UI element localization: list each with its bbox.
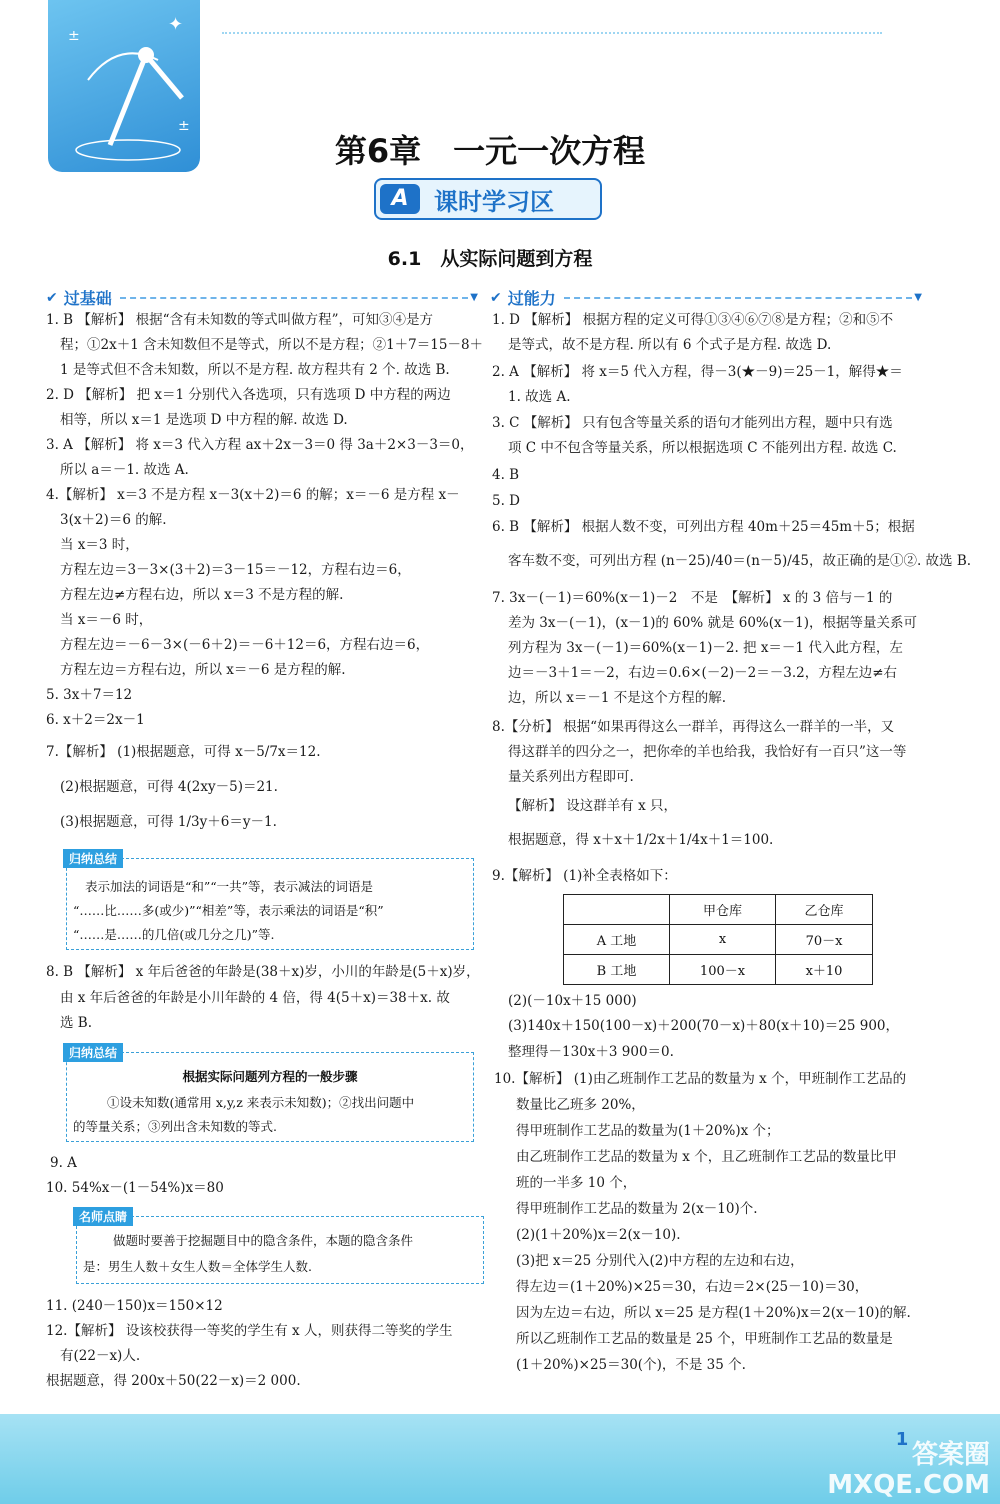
- text-line: 4.【解析】 x＝3 不是方程 x－3(x＋2)＝6 的解；x＝－6 是方程 x－: [46, 487, 460, 503]
- summary-line: ①设未知数(通常用 x,y,z 来表示未知数)；②找出问题中: [107, 1095, 415, 1110]
- summary-line: 的等量关系；③列出含未知数的等式.: [73, 1119, 277, 1134]
- text-line: 方程左边＝－6－3×(－6＋2)＝－6＋12＝6，方程右边＝6，: [60, 637, 430, 653]
- text-line: 12.【解析】 设该校获得一等奖的学生有 x 人，则获得二等奖的学生: [46, 1323, 453, 1339]
- svg-text:✦: ✦: [168, 14, 184, 35]
- text-line: 当 x＝3 时，: [60, 537, 139, 553]
- text-line: 因为左边＝右边，所以 x＝25 是方程(1＋20%)x＝2(x－10)的解.: [516, 1305, 911, 1321]
- right-section-title: 过能力: [507, 289, 556, 308]
- text-line: 边＝－3＋1＝－2，右边＝0.6×(－2)－2＝－3.2，方程左边≠右: [508, 665, 898, 681]
- table-cell: 70－x: [776, 925, 873, 955]
- summary-title: 根据实际问题列方程的一般步骤: [182, 1069, 358, 1084]
- text-line: (2)根据题意，可得 4(2xy－5)＝21.: [60, 779, 278, 795]
- table-header-row: [564, 895, 873, 925]
- table-cell: A 工地: [564, 925, 670, 955]
- text-line: 程；①2x＋1 含未知数但不是等式，所以不是方程；②1＋7＝15－8＋: [60, 337, 484, 353]
- text-line: 10. 54%x－(1－54%)x＝80: [46, 1180, 224, 1196]
- text-line: 项 C 中不包含等量关系，所以根据选项 C 不能列出方程. 故选 C.: [508, 440, 897, 456]
- text-line: (3)140x＋150(100－x)＋200(70－x)＋80(x＋10)＝25 900，: [508, 1018, 900, 1034]
- chapter-illustration: [48, 0, 200, 172]
- table-row: [564, 955, 873, 985]
- teacher-tip-box: [76, 1210, 484, 1284]
- text-line: 当 x＝－6 时，: [60, 612, 153, 628]
- text-line: 差为 3x－(－1)，(x－1)的 60% 就是 60%(x－1)，根据等量关系可: [508, 615, 917, 631]
- section-badge: [374, 178, 602, 220]
- text-line: (3)把 x＝25 分别代入(2)中方程的左边和右边，: [516, 1253, 804, 1269]
- text-line: 列方程为 3x－(－1)＝60%(x－1)－2. 把 x＝－1 代入此方程，左: [508, 640, 903, 656]
- text-line: 【解析】 设这群羊有 x 只，: [508, 798, 677, 814]
- section-title: 6.1 从实际问题到方程: [387, 248, 593, 270]
- text-line: 2. A 【解析】 将 x＝5 代入方程，得－3(★－9)＝25－1，解得★＝: [492, 364, 903, 380]
- text-line: (2)(1＋20%)x＝2(x－10).: [516, 1227, 681, 1243]
- text-line: 方程左边＝3－3×(3＋2)＝3－15＝－12，方程右边＝6，: [60, 562, 411, 578]
- text-line: 6. B 【解析】 根据人数不变，可列出方程 40m＋25＝45m＋5；根据: [492, 519, 915, 535]
- tip-line: 做题时要善于挖掘题目中的隐含条件，本题的隐含条件: [113, 1233, 414, 1248]
- text-line: 得这群羊的四分之一，把你牵的羊也给我，我恰好有一百只”这一等: [508, 744, 907, 760]
- text-line: 由乙班制作工艺品的数量为 x 个，且乙班制作工艺品的数量比甲: [516, 1149, 897, 1165]
- check-icon: ✔: [46, 289, 58, 306]
- text-line: 方程左边≠方程右边，所以 x＝3 不是方程的解.: [60, 587, 344, 603]
- summary-tag: 归纳总结: [63, 849, 123, 868]
- svg-text:±: ±: [68, 28, 80, 44]
- data-table: [563, 894, 873, 985]
- text-line: 有(22－x)人.: [60, 1348, 141, 1364]
- text-line: 5. D: [492, 493, 520, 509]
- teacher-tip-tag: 名师点睛: [73, 1207, 133, 1226]
- badge-text: 课时学习区: [434, 187, 554, 216]
- text-line: 9. A: [50, 1155, 77, 1171]
- summary-line: “……比……多(或少)”“相差”等，表示乘法的词语是“积”: [73, 903, 384, 918]
- text-line: 所以乙班制作工艺品的数量是 25 个，甲班制作工艺品的数量是: [516, 1331, 893, 1347]
- summary-line: “……是……的几倍(或几分之几)”等.: [73, 927, 275, 942]
- text-line: 得甲班制作工艺品的数量为(1＋20%)x 个；: [516, 1123, 780, 1139]
- text-line: 9.【解析】 (1)补全表格如下：: [492, 868, 677, 884]
- text-line: 得左边＝(1＋20%)×25＝30，右边＝2×(25－10)＝30，: [516, 1279, 869, 1295]
- text-line: 根据题意，得 200x＋50(22－x)＝2 000.: [46, 1373, 301, 1389]
- text-line: 3(x＋2)＝6 的解.: [60, 512, 167, 528]
- summary-tag: 归纳总结: [63, 1043, 123, 1062]
- text-line: 数量比乙班多 20%，: [516, 1097, 645, 1113]
- text-line: 6. x＋2＝2x－1: [46, 712, 145, 728]
- text-line: 1 是等式但不含未知数，所以不是方程. 故方程共有 2 个. 故选 B.: [60, 362, 450, 378]
- table-cell: [564, 895, 670, 925]
- top-decoration: [222, 32, 882, 34]
- table-cell: x: [670, 925, 776, 955]
- text-line: 10.【解析】 (1)由乙班制作工艺品的数量为 x 个，甲班制作工艺品的: [494, 1071, 907, 1087]
- badge-letter: A: [380, 184, 420, 214]
- watermark: 答案圈 MXQE.COM: [827, 1440, 990, 1500]
- text-line: 8.【分析】 根据“如果再得这么一群羊，再得这么一群羊的一半，又: [492, 719, 895, 735]
- text-line: 得甲班制作工艺品的数量为 2(x－10)个.: [516, 1201, 758, 1217]
- text-line: 量关系列出方程即可.: [508, 769, 634, 785]
- text-line: 方程左边＝方程右边，所以 x＝－6 是方程的解.: [60, 662, 346, 678]
- check-icon: ✔: [490, 289, 502, 306]
- chevron-down-icon: ▼: [914, 292, 922, 303]
- text-line: 8. B 【解析】 x 年后爸爸的年龄是(38＋x)岁，小川的年龄是(5＋x)岁，: [46, 964, 480, 980]
- text-line: 班的一半多 10 个，: [516, 1175, 637, 1191]
- text-line: (2)(－10x＋15 000): [508, 993, 637, 1009]
- text-line: 1. D 【解析】 根据方程的定义可得①③④⑥⑦⑧是方程；②和⑤不: [492, 312, 894, 328]
- compass-icon: [48, 0, 200, 172]
- table-cell: 100－x: [670, 955, 776, 985]
- text-line: (3)根据题意，可得 1/3y＋6＝y－1.: [60, 814, 277, 830]
- summary-box: [66, 1046, 474, 1142]
- summary-box: [66, 852, 474, 950]
- text-line: 由 x 年后爸爸的年龄是小川年龄的 4 倍，得 4(5＋x)＝38＋x. 故: [60, 990, 450, 1006]
- text-line: 2. D 【解析】 把 x＝1 分别代入各选项，只有选项 D 中方程的两边: [46, 387, 451, 403]
- text-line: 整理得－130x＋3 900＝0.: [508, 1044, 674, 1060]
- text-line: 根据题意，得 x＋x＋1/2x＋1/4x＋1＝100.: [508, 832, 774, 848]
- text-line: 7. 3x－(－1)＝60%(x－1)－2 不是 【解析】 x 的 3 倍与－1 的: [492, 590, 893, 606]
- text-line: 相等，所以 x＝1 是选项 D 中方程的解. 故选 D.: [60, 412, 348, 428]
- text-line: 5. 3x＋7＝12: [46, 687, 133, 703]
- left-section-title: 过基础: [63, 289, 112, 308]
- text-line: 4. B: [492, 467, 520, 483]
- text-line: 客车数不变，可列出方程 (n－25)/40＝(n－5)/45，故正确的是①②. 故选 B.: [508, 553, 972, 569]
- table-cell: x＋10: [776, 955, 873, 985]
- text-line: 选 B.: [60, 1015, 93, 1031]
- right-section-header: [490, 286, 922, 309]
- table-header-cell: 甲仓库: [670, 895, 776, 925]
- chapter-title: 第6章 一元一次方程: [334, 132, 646, 170]
- chevron-down-icon: ▼: [470, 292, 478, 303]
- summary-line: 表示加法的词语是“和”“一共”等，表示减法的词语是: [85, 879, 374, 894]
- table-header-cell: 乙仓库: [776, 895, 873, 925]
- tip-line: 是：男生人数＋女生人数＝全体学生人数.: [83, 1259, 312, 1274]
- text-line: 3. C 【解析】 只有包含等量关系的语句才能列出方程，题中只有选: [492, 415, 893, 431]
- text-line: 是等式，故不是方程. 所以有 6 个式子是方程. 故选 D.: [508, 337, 832, 353]
- svg-text:±: ±: [178, 118, 190, 134]
- text-line: 1. B 【解析】 根据“含有未知数的等式叫做方程”，可知③④是方: [46, 312, 433, 328]
- text-line: 所以 a＝－1. 故选 A.: [60, 462, 189, 478]
- table-cell: B 工地: [564, 955, 670, 985]
- text-line: 11. (240－150)x＝150×12: [46, 1298, 223, 1314]
- text-line: 1. 故选 A.: [508, 389, 571, 405]
- table-row: [564, 925, 873, 955]
- text-line: 边，所以 x＝－1 不是这个方程的解.: [508, 690, 727, 706]
- page-number: 1: [895, 1429, 909, 1450]
- text-line: 3. A 【解析】 将 x＝3 代入方程 ax＋2x－3＝0 得 3a＋2×3－3＝0，: [46, 437, 474, 453]
- text-line: (1＋20%)×25＝30(个)，不是 35 个.: [516, 1357, 746, 1373]
- left-section-header: [46, 286, 478, 309]
- text-line: 7.【解析】 (1)根据题意，可得 x－5/7x＝12.: [46, 744, 321, 760]
